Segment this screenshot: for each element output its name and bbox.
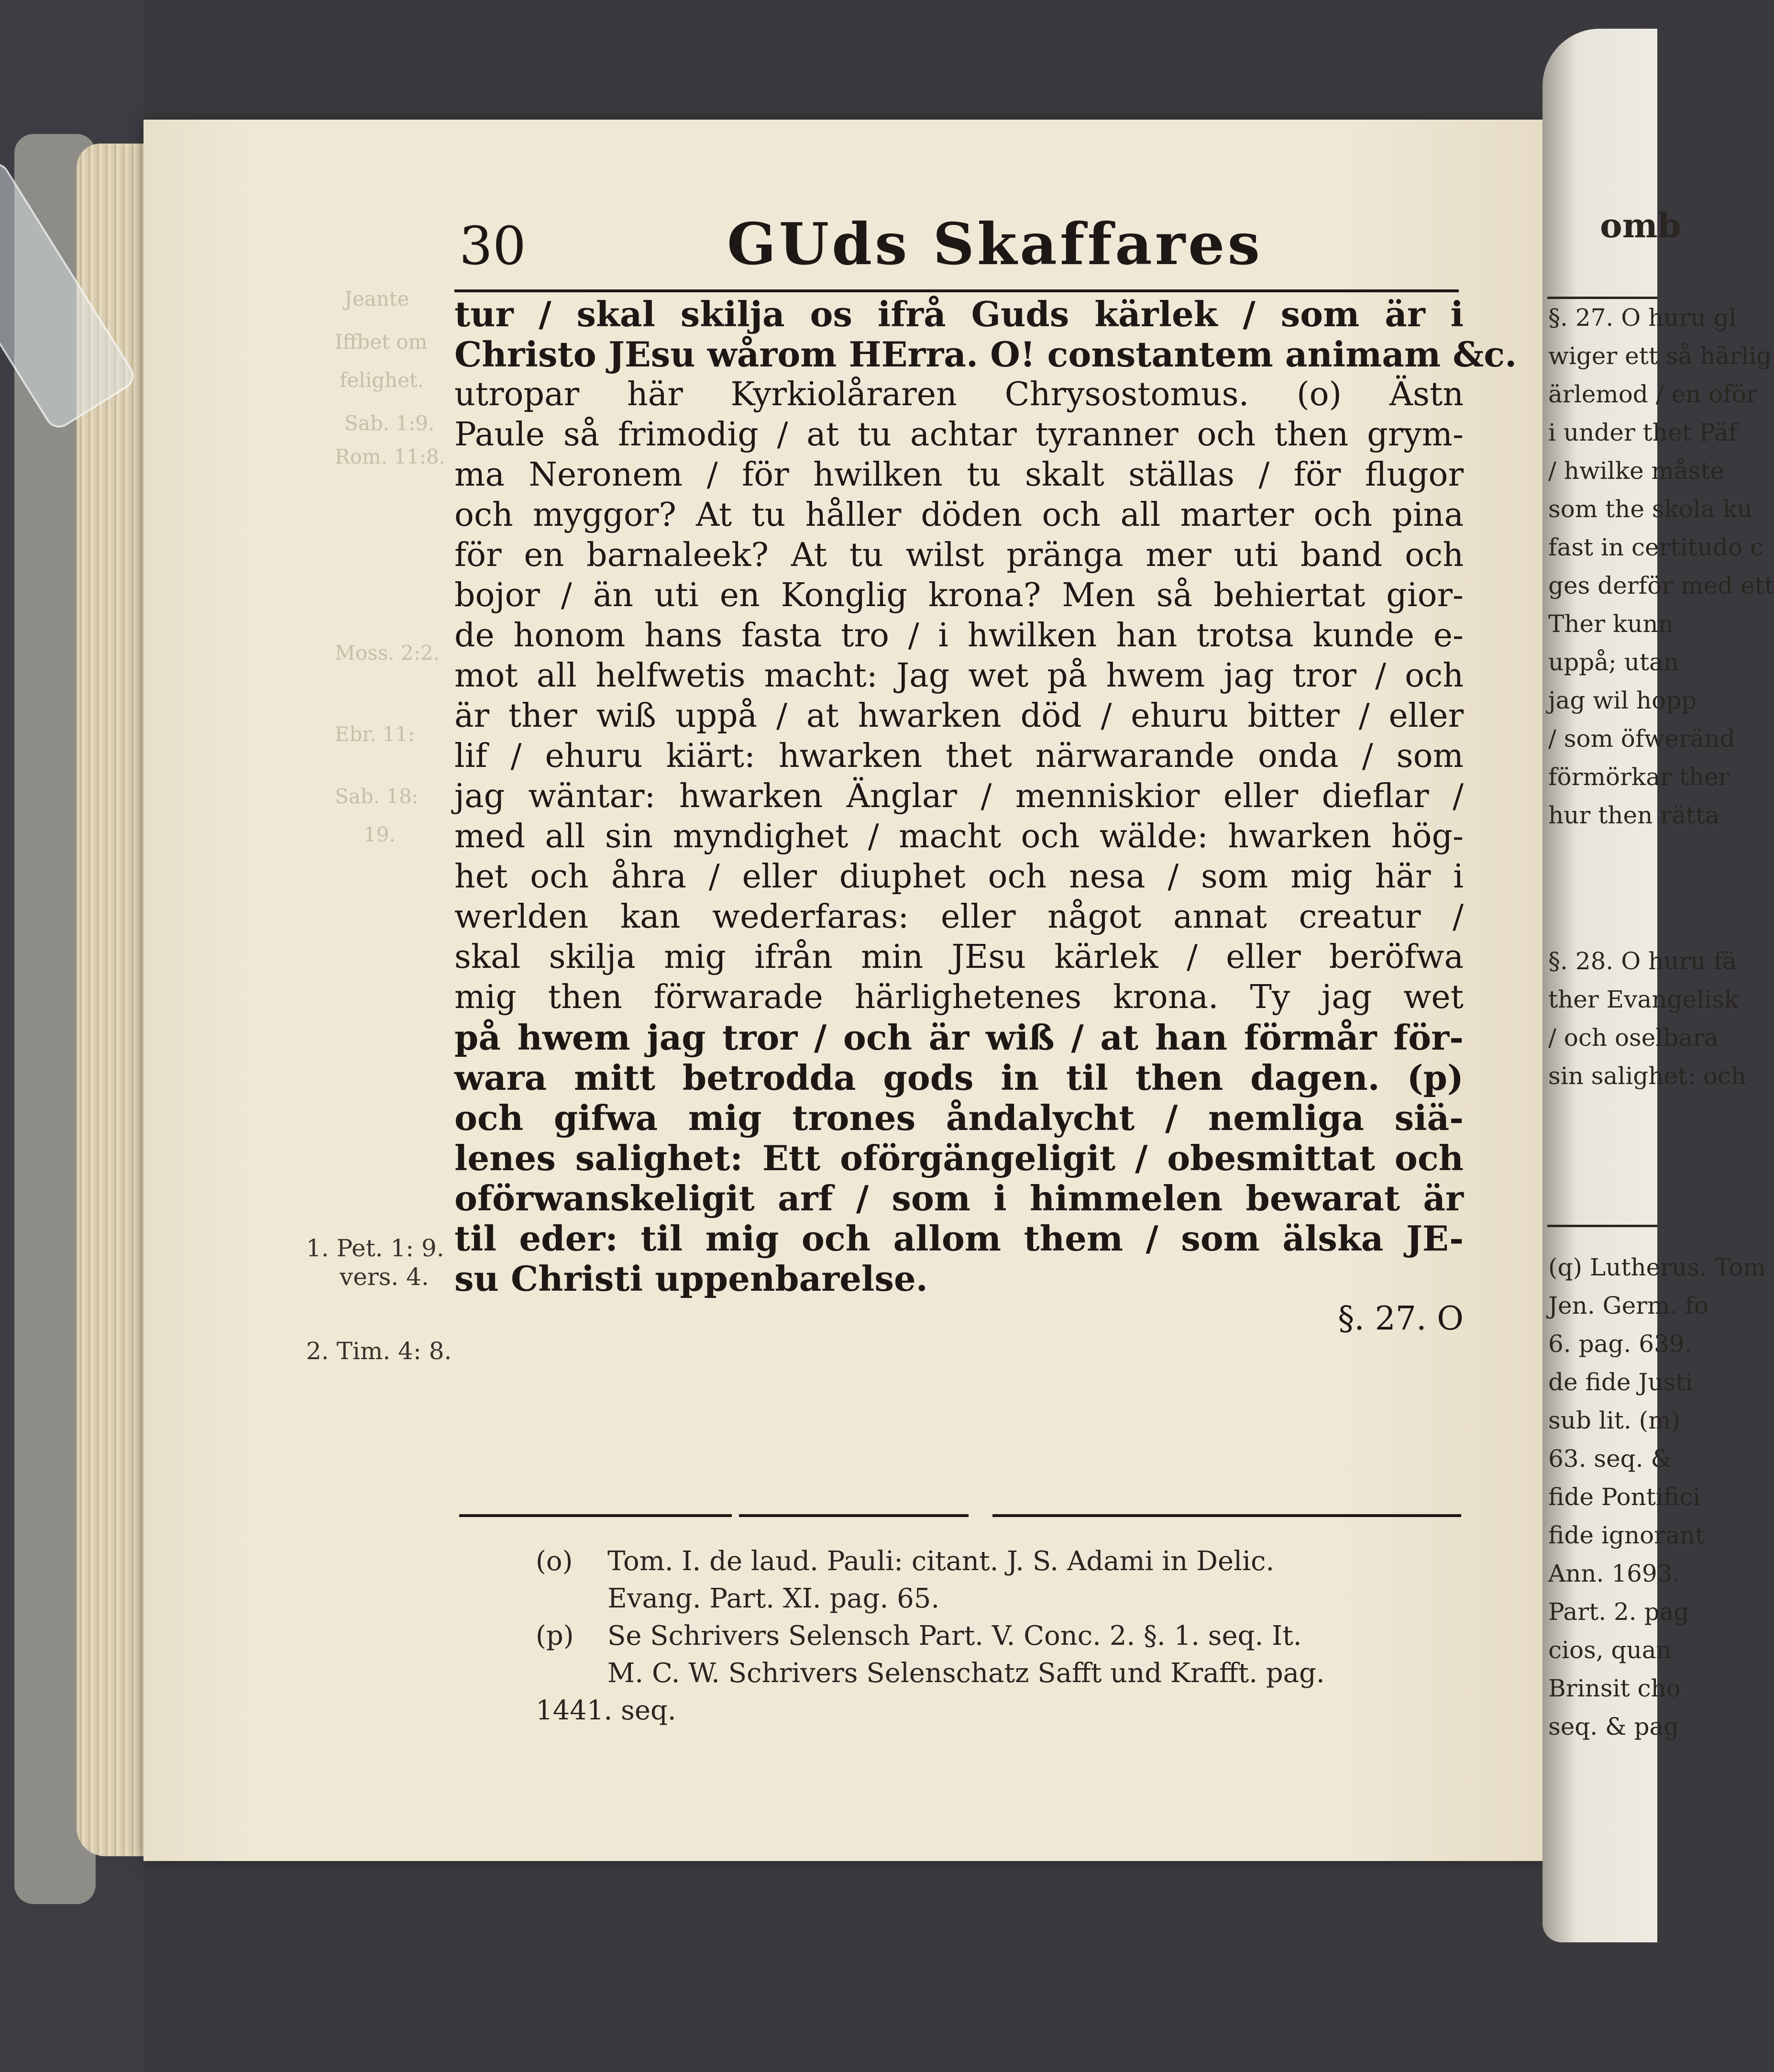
footnote-text: Tom. I. de laud. Pauli: citant. J. S. Adami in Delic. (607, 1546, 1275, 1577)
text-line: och myggor? At tu håller döden och all marter och pina (454, 496, 1464, 534)
margin-reference: 2. Tim. 4: 8. (306, 1337, 452, 1365)
text-line: het och åhra / eller diuphet och nesa / som mig här i (454, 858, 1464, 896)
facing-page-line: fide Pontifici (1548, 1483, 1701, 1511)
ghost-text: Jeante (344, 287, 409, 310)
text-line: för en barnaleek? At tu wilst pränga mer uti band och (454, 536, 1464, 574)
facing-page-line: jag wil hopp (1548, 687, 1697, 714)
text-line: är ther wiß uppå / at hwarken död / ehuru bitter / eller (454, 697, 1464, 735)
facing-page-line: Jen. Germ. fo (1548, 1292, 1708, 1319)
footnote-text: M. C. W. Schrivers Selenschatz Safft und Krafft. pag. (607, 1658, 1325, 1689)
facing-page-line: fide ignorant (1548, 1521, 1705, 1549)
running-title: GUds Skaffares (727, 211, 1263, 278)
text-line: med all sin myndighet / macht och wälde: hwarken hög- (454, 818, 1464, 855)
facing-page-line: cios, quan (1548, 1636, 1672, 1664)
facing-page-line: / och oselbara (1548, 1024, 1719, 1052)
text-line: werlden kan wederfaras: eller något annat creatur / (454, 898, 1464, 936)
body-text (454, 294, 1517, 1339)
ghost-text: Ebr. 11: (335, 722, 415, 746)
facing-page-line: wiger ett så härlig (1548, 342, 1772, 370)
facing-page-line: §. 28. O huru fä (1548, 947, 1737, 975)
facing-page-rule (1547, 1225, 1657, 1227)
text-line: utropar här Kyrkiolåraren Chrysostomus. (o) Ästn (454, 376, 1464, 413)
footnote-label: (o) (536, 1546, 573, 1577)
facing-page-line: / hwilke måste (1548, 457, 1725, 485)
facing-page-line: sub lit. (m) (1548, 1407, 1681, 1434)
footnote-text: Evang. Part. XI. pag. 65. (607, 1583, 940, 1614)
facing-page-line: Ther kunn (1548, 610, 1674, 638)
facing-page-line: förmörkar ther (1548, 763, 1730, 791)
text-line: och gifwa mig trones åndalycht / nemliga siä- (454, 1097, 1464, 1138)
text-line: jag wäntar: hwarken Änglar / menniskior eller dieflar / (454, 777, 1464, 815)
facing-page-line: ärlemod / en oför (1548, 380, 1758, 408)
text-line: mot all helfwetis macht: Jag wet på hwem jag tror / och (454, 657, 1464, 695)
facing-page-rule (1547, 297, 1657, 299)
text-line: su Christi uppenbarelse. (454, 1258, 928, 1299)
text-line: lif / ehuru kiärt: hwarken thet närwarande onda / som (454, 737, 1464, 775)
text-line: mig then förwarade härlighetenes krona. Ty jag wet (454, 978, 1464, 1016)
footnote-rule (459, 1514, 732, 1517)
facing-page-line: som the skola ku (1548, 495, 1753, 523)
footnote-text: 1441. seq. (536, 1695, 676, 1726)
footnote-p (536, 1618, 1468, 1655)
ghost-text: Sab. 18: (335, 785, 419, 808)
footnotes (536, 1543, 1468, 1729)
facing-page-line: uppå; utan (1548, 648, 1679, 676)
facing-page-line: Brinsit cho (1548, 1674, 1681, 1702)
facing-page-head: omb (1600, 206, 1681, 245)
facing-page-line: Ann. 1693. (1548, 1560, 1680, 1587)
text-line: lenes salighet: Ett oförgängeligit / obesmittat och (454, 1138, 1464, 1178)
footnote-label: (p) (536, 1620, 574, 1651)
text-line: de honom hans fasta tro / i hwilken han trotsa kunde e- (454, 617, 1464, 654)
text-line: Christo JEsu wårom HErra. O! constantem animam &c. (454, 334, 1517, 375)
text-line: wara mitt betrodda gods in til then dagen. (p) (454, 1057, 1464, 1098)
facing-page-line: hur then rätta (1548, 801, 1719, 829)
page-number: 30 (459, 215, 526, 277)
header-rule (454, 289, 1459, 292)
text-line: tur / skal skilja os ifrå Guds kärlek / som är i (454, 294, 1464, 334)
ghost-text: Iffbet om (335, 330, 428, 354)
ghost-text: Sab. 1:9. (344, 411, 435, 435)
facing-page-line: fast in certitudo c (1548, 533, 1763, 561)
footnote-rule (992, 1514, 1461, 1517)
facing-page-line: ther Evangelisk (1548, 986, 1739, 1013)
facing-page-line: seq. & pag (1548, 1713, 1679, 1740)
text-line: bojor / än uti en Konglig krona? Men så behiertat gior- (454, 576, 1464, 614)
text-line: ma Neronem / för hwilken tu skalt ställas / för flugor (454, 456, 1464, 494)
text-line: skal skilja mig ifrån min JEsu kärlek / eller beröfwa (454, 938, 1464, 976)
facing-page-line: / som öfweränd (1548, 725, 1735, 753)
text-line: Paule så frimodig / at tu achtar tyranner och then grym- (454, 416, 1464, 454)
footnote-rule (739, 1514, 969, 1517)
facing-page (1543, 29, 1774, 1942)
ghost-text: Moss. 2:2. (335, 641, 440, 665)
facing-page-line: (q) Lutherus. Tom (1548, 1253, 1766, 1281)
facing-page-line: §. 27. O huru gl (1548, 304, 1737, 332)
facing-page-line: i under thet Päf (1548, 419, 1738, 446)
facing-page-line: ges derför med ett (1548, 572, 1774, 599)
margin-reference: 1. Pet. 1: 9. (306, 1234, 444, 1262)
facing-page-line: Part. 2. pag (1548, 1598, 1689, 1626)
ghost-text: 19. (364, 823, 396, 846)
facing-page-line: 6. pag. 639. (1548, 1330, 1692, 1358)
footnote-o (536, 1543, 1468, 1580)
margin-reference: vers. 4. (340, 1263, 429, 1291)
text-line: oförwanskeligit arf / som i himmelen bewarat är (454, 1178, 1464, 1219)
catchword: §. 27. O (1338, 1300, 1464, 1338)
text-line: til eder: til mig och allom them / som älska JE- (454, 1218, 1464, 1259)
facing-page-line: sin salighet: och (1548, 1062, 1747, 1090)
page-header (459, 211, 1464, 287)
footnote-text: Se Schrivers Selensch Part. V. Conc. 2. §. 1. seq. It. (607, 1620, 1302, 1651)
ghost-text: felighet. (340, 368, 424, 392)
ghost-text: Rom. 11:8. (335, 445, 446, 468)
facing-page-line: de fide Justi (1548, 1368, 1693, 1396)
facing-page-line: 63. seq. & (1548, 1445, 1672, 1473)
text-line: på hwem jag tror / och är wiß / at han förmår för- (454, 1017, 1464, 1058)
